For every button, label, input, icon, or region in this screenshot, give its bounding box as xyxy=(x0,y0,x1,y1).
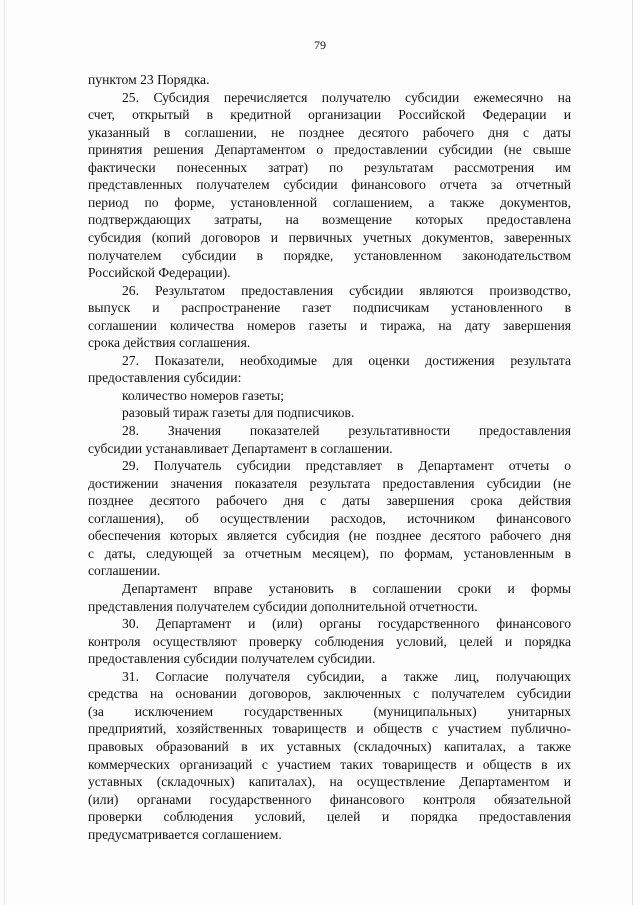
text-line: указанный в соглашении, не позднее десятого рабочего дня с даты xyxy=(88,124,571,140)
text-line: подтверждающих затраты, на возмещение которых предоставлена xyxy=(88,212,571,228)
text-line: выпуск и распространение газет подписчикам установленного в xyxy=(88,300,571,316)
text-line: 26. Результатом предоставления субсидии являются производство, xyxy=(122,282,571,298)
text-line: коммерческих организаций с участием таких товариществ и обществ в их xyxy=(88,756,571,772)
text-line: счет, открытый в кредитной организации Российской Федерации и xyxy=(88,107,571,123)
text-line: получателем субсидии в порядке, установленном законодательством xyxy=(88,247,571,263)
text-line: срока действия соглашения. xyxy=(88,335,251,351)
text-line: фактически понесенных затрат) по результатам рассмотрения им xyxy=(88,159,571,175)
text-line: (или) органами государственного финансового контроля обязательной xyxy=(88,791,571,807)
text-line: 30. Департамент и (или) органы государственного финансового xyxy=(122,616,571,632)
page-number: 79 xyxy=(314,38,326,52)
text-line: период по форме, установленной соглашением, а также документов, xyxy=(88,194,571,210)
text-line: (за исключением государственных (муниципальных) унитарных xyxy=(88,703,571,719)
text-line: достижении значения показателя результата предоставления субсидии (не xyxy=(88,475,571,491)
text-line: Российской Федерации). xyxy=(88,265,231,281)
text-line: контроля осуществляют проверку соблюдения условий, целей и порядка xyxy=(88,633,571,649)
text-line: 28. Значения показателей результативности предоставления xyxy=(122,423,571,438)
text-line: представленных получателем субсидии финансового отчета за отчетный xyxy=(88,177,571,193)
text-line: проверки соблюдения условий, целей и порядка предоставления xyxy=(88,809,571,825)
text-line: соглашении. xyxy=(88,563,161,579)
text-line: пунктом 23 Порядка. xyxy=(88,72,210,87)
text-line: соглашении количества номеров газеты и тиража, на дату завершения xyxy=(88,317,571,333)
text-line: 31. Согласие получателя субсидии, а также лиц, получающих xyxy=(122,668,571,684)
text-line: разовый тираж газеты для подписчиков. xyxy=(122,405,355,421)
text-line: предприятий, хозяйственных товариществ и обществ с участием публично- xyxy=(88,721,571,737)
text-line: предоставления субсидии получателем субсидии. xyxy=(88,651,376,667)
scan-edge-right xyxy=(632,0,633,905)
text-line: Департамент вправе установить в соглашении сроки и формы xyxy=(122,581,571,596)
text-line: средства на основании договоров, заключенных с получателем субсидии xyxy=(88,686,571,702)
text-line: 27. Показатели, необходимые для оценки достижения результата xyxy=(122,352,571,368)
text-line: позднее десятого рабочего дня с даты завершения срока действия xyxy=(88,493,571,509)
text-line: 29. Получатель субсидии представляет в Департамент отчеты о xyxy=(122,458,571,474)
text-line: представления получателем субсидии дополнительной отчетности. xyxy=(88,598,478,614)
text-line: соглашения), об осуществлении расходов, источником финансового xyxy=(88,510,571,526)
scan-edge-left xyxy=(4,0,5,905)
text-line: предоставления субсидии: xyxy=(88,370,242,386)
text-line: правовых образований в их уставных (складочных) капиталах, а также xyxy=(88,738,571,754)
text-line: субсидия (копий договоров и первичных учетных документов, заверенных xyxy=(88,230,571,245)
text-line: количество номеров газеты; xyxy=(122,387,285,403)
text-line: обеспечения которых является субсидия (не позднее десятого рабочего дня xyxy=(88,528,571,544)
text-line: предусматривается соглашением. xyxy=(88,826,282,842)
text-line: принятия решения Департаментом о предоставлении субсидии (не свыше xyxy=(88,142,571,158)
text-line: с даты, следующей за отчетным месяцем), по формам, установленным в xyxy=(88,545,571,561)
text-line: уставных (складочных) капиталах), на осуществление Департаментом и xyxy=(88,774,571,789)
text-line: 25. Субсидия перечисляется получателю субсидии ежемесячно на xyxy=(122,89,571,105)
text-line: субсидии устанавливает Департамент в соглашении. xyxy=(88,440,393,456)
